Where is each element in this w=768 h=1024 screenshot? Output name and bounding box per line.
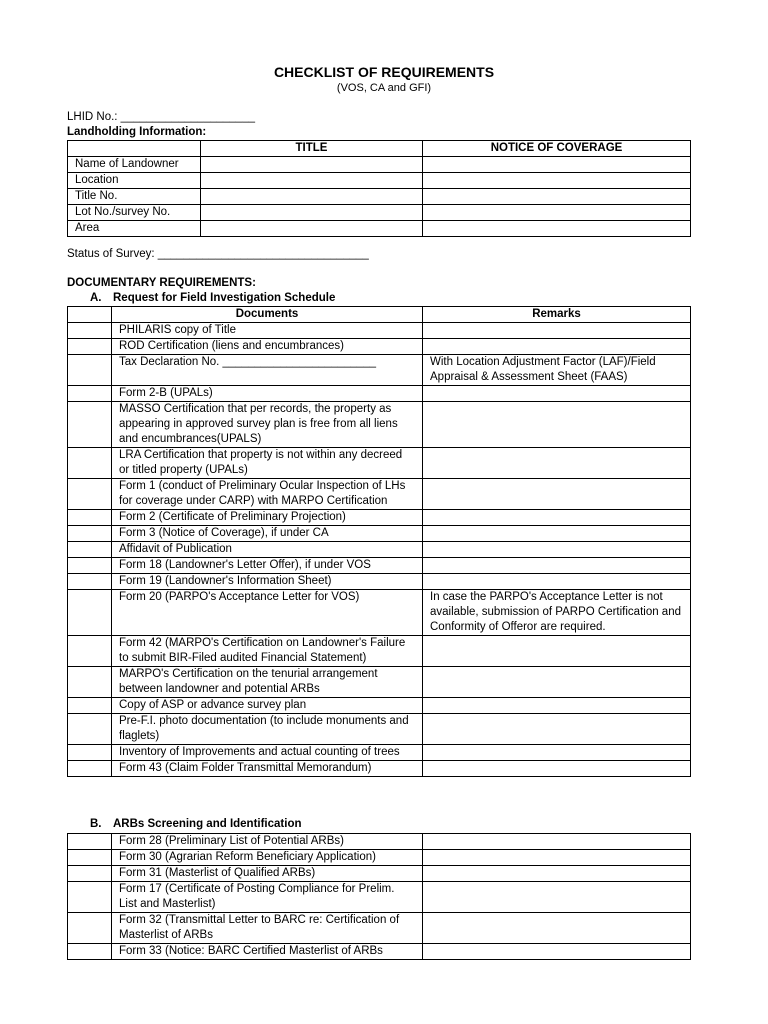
notice-cell[interactable] [423,157,691,173]
table-row [68,157,691,173]
notice-cell[interactable] [423,221,691,237]
document-cell: Form 43 (Claim Folder Transmittal Memorandum) [112,761,423,777]
checkbox-cell[interactable] [68,590,112,636]
checkbox-cell[interactable] [68,698,112,714]
landholding-header-notice: NOTICE OF COVERAGE [423,141,691,157]
document-cell: Inventory of Improvements and actual counting of trees [112,745,423,761]
remarks-cell[interactable] [423,574,691,590]
remarks-cell[interactable] [423,323,691,339]
remarks-cell[interactable] [423,479,691,510]
checkbox-cell[interactable] [68,386,112,402]
title-cell[interactable] [201,189,423,205]
remarks-cell[interactable] [423,542,691,558]
section-a-table [67,306,691,777]
lhid-line: LHID No.: _____________________ [67,111,255,123]
document-cell: Form 17 (Certificate of Posting Compliance for Prelim. List and Masterlist) [112,882,423,913]
table-row [68,636,691,667]
remarks-cell[interactable] [423,636,691,667]
remarks-cell[interactable] [423,834,691,850]
section-a-letter: A. [90,292,102,304]
table-row [68,542,691,558]
section-b-heading: ARBs Screening and Identification [113,818,302,830]
document-cell: ROD Certification (liens and encumbrances) [112,339,423,355]
document-cell: Form 18 (Landowner's Letter Offer), if under VOS [112,558,423,574]
remarks-cell[interactable] [423,866,691,882]
checkbox-cell[interactable] [68,913,112,944]
table-row [68,590,691,636]
table-row [68,323,691,339]
row-label: Location [68,173,201,189]
table-row [68,667,691,698]
remarks-cell[interactable] [423,510,691,526]
remarks-cell[interactable] [423,882,691,913]
section-a-header-documents: Documents [112,307,423,323]
table-row [68,221,691,237]
remarks-cell[interactable] [423,386,691,402]
checkbox-cell[interactable] [68,510,112,526]
section-a-heading: Request for Field Investigation Schedule [113,292,336,304]
remarks-cell[interactable] [423,526,691,542]
document-cell: Form 32 (Transmittal Letter to BARC re: Certification of Masterlist of ARBs [112,913,423,944]
checkbox-cell[interactable] [68,761,112,777]
document-cell: Form 3 (Notice of Coverage), if under CA [112,526,423,542]
checkbox-cell[interactable] [68,714,112,745]
remarks-cell[interactable] [423,667,691,698]
document-cell: Form 20 (PARPO's Acceptance Letter for VOS) [112,590,423,636]
table-row [68,574,691,590]
document-cell: Tax Declaration No. ________________________ [112,355,423,386]
table-row [68,173,691,189]
table-row [68,761,691,777]
table-row [68,698,691,714]
table-row [68,913,691,944]
document-cell: Affidavit of Publication [112,542,423,558]
table-row [68,866,691,882]
table-row [68,205,691,221]
document-cell: Form 2-B (UPALs) [112,386,423,402]
checkbox-cell[interactable] [68,355,112,386]
document-cell: PHILARIS copy of Title [112,323,423,339]
row-label: Name of Landowner [68,157,201,173]
table-row [68,510,691,526]
document-cell: Form 19 (Landowner's Information Sheet) [112,574,423,590]
remarks-cell[interactable] [423,850,691,866]
document-cell: Pre-F.I. photo documentation (to include monuments and flaglets) [112,714,423,745]
table-row [68,355,691,386]
landholding-header-blank [68,141,201,157]
document-cell: Form 42 (MARPO's Certification on Landowner's Failure to submit BIR-Filed audited Financial Statement) [112,636,423,667]
notice-cell[interactable] [423,189,691,205]
document-cell: Form 28 (Preliminary List of Potential ARBs) [112,834,423,850]
page-subtitle: (VOS, CA and GFI) [336,82,432,94]
remarks-cell[interactable] [423,558,691,574]
table-row [68,882,691,913]
document-cell: Form 1 (conduct of Preliminary Ocular Inspection of LHs for coverage under CARP) with MARPO Certification [112,479,423,510]
checkbox-cell[interactable] [68,866,112,882]
document-cell: MASSO Certification that per records, the property as appearing in approved survey plan is free from all liens and encumbrances(UPALS) [112,402,423,448]
landholding-label: Landholding Information: [67,126,207,138]
document-cell: LRA Certification that property is not within any decreed or titled property (UPALs) [112,448,423,479]
remarks-cell[interactable] [423,698,691,714]
checkbox-cell[interactable] [68,448,112,479]
table-row [68,714,691,745]
checkbox-cell[interactable] [68,339,112,355]
remarks-cell[interactable] [423,448,691,479]
checkbox-cell[interactable] [68,834,112,850]
table-row [68,526,691,542]
remarks-cell[interactable]: With Location Adjustment Factor (LAF)/Field Appraisal & Assessment Sheet (FAAS) [423,355,691,386]
status-survey-line: Status of Survey: _________________________________ [67,248,369,260]
table-row [68,339,691,355]
table-row [68,479,691,510]
title-cell[interactable] [201,205,423,221]
checkbox-cell[interactable] [68,944,112,960]
checkbox-cell[interactable] [68,558,112,574]
checkbox-cell[interactable] [68,882,112,913]
remarks-cell[interactable] [423,913,691,944]
section-a-header-remarks: Remarks [423,307,691,323]
checkbox-cell[interactable] [68,636,112,667]
remarks-cell[interactable] [423,944,691,960]
section-b-table [67,833,691,960]
checkbox-cell[interactable] [68,402,112,448]
remarks-cell[interactable] [423,339,691,355]
documentary-requirements-heading: DOCUMENTARY REQUIREMENTS: [67,277,256,289]
checkbox-cell[interactable] [68,479,112,510]
title-cell[interactable] [201,221,423,237]
document-cell: Form 2 (Certificate of Preliminary Projection) [112,510,423,526]
document-cell: Form 33 (Notice: BARC Certified Masterlist of ARBs [112,944,423,960]
row-label: Area [68,221,201,237]
remarks-cell[interactable] [423,402,691,448]
table-row [68,558,691,574]
row-label: Lot No./survey No. [68,205,201,221]
checkbox-cell[interactable] [68,745,112,761]
row-label: Title No. [68,189,201,205]
title-cell[interactable] [201,157,423,173]
checkbox-cell[interactable] [68,574,112,590]
landholding-header-title: TITLE [201,141,423,157]
checkbox-cell[interactable] [68,526,112,542]
page-title: CHECKLIST OF REQUIREMENTS [273,64,495,80]
notice-cell[interactable] [423,205,691,221]
table-row [68,448,691,479]
remarks-cell[interactable] [423,714,691,745]
title-cell[interactable] [201,173,423,189]
document-cell: MARPO's Certification on the tenurial arrangement between landowner and potential ARBs [112,667,423,698]
table-row [68,944,691,960]
table-row [68,386,691,402]
landholding-table [67,140,691,237]
document-cell: Form 30 (Agrarian Reform Beneficiary Application) [112,850,423,866]
table-row [68,850,691,866]
remarks-cell[interactable] [423,761,691,777]
document-cell: Form 31 (Masterlist of Qualified ARBs) [112,866,423,882]
section-a-header-blank [68,307,112,323]
notice-cell[interactable] [423,173,691,189]
table-row [68,402,691,448]
checkbox-cell[interactable] [68,542,112,558]
remarks-cell[interactable] [423,745,691,761]
remarks-cell[interactable]: In case the PARPO's Acceptance Letter is not available, submission of PARPO Certification and Conformity of Offeror are required. [423,590,691,636]
document-cell: Copy of ASP or advance survey plan [112,698,423,714]
section-b-letter: B. [90,818,102,830]
table-row [68,189,691,205]
table-row [68,745,691,761]
checkbox-cell[interactable] [68,323,112,339]
checkbox-cell[interactable] [68,850,112,866]
checkbox-cell[interactable] [68,667,112,698]
table-row [68,834,691,850]
